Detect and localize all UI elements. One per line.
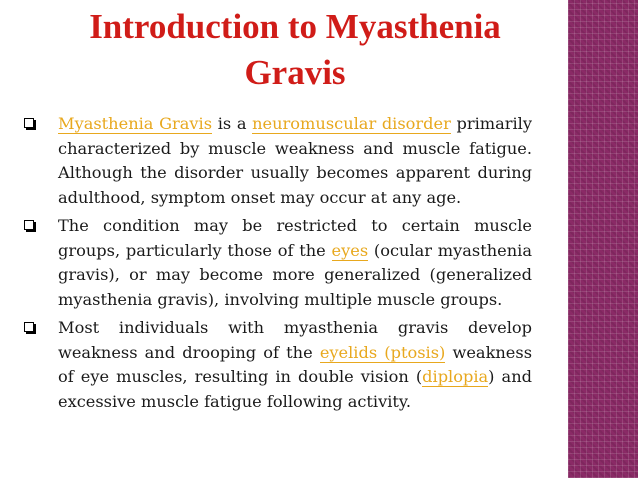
checkbox-bullet-icon	[24, 220, 34, 230]
slide-title	[40, 4, 550, 96]
bullet-1-seg-2: is a	[212, 114, 253, 133]
bullet-1-seg-3[interactable]: neuromuscular disorder	[252, 114, 451, 133]
bullet-item-2	[22, 214, 532, 312]
bullet-2-seg-3: (ocular myasthenia gravis), or may become more generalized (generalized myasthenia gravis), involving multiple muscle groups.	[58, 240, 532, 309]
bullet-item-1	[22, 112, 532, 210]
bullet-3-seg-5: ) and excessive muscle fatigue following activity.	[58, 367, 532, 411]
title-line-1: Introduction to Myasthenia	[89, 7, 501, 46]
title-line-2: Gravis	[244, 53, 346, 92]
checkbox-bullet-icon	[24, 322, 34, 332]
bullet-2-seg-1: The condition may be restricted to certain muscle groups, particularly those of the	[58, 216, 532, 260]
bullet-item-3	[22, 316, 532, 414]
bullet-3-seg-1: Most individuals with myasthenia gravis develop weakness and drooping of the	[58, 318, 532, 362]
bullet-3-seg-4[interactable]: diplopia	[422, 367, 489, 386]
bullet-1-seg-4: primarily characterized by muscle weakness and muscle fatigue. Although the disorder usually becomes apparent during adulthood, symptom onset may occur at any age.	[58, 114, 533, 207]
bullet-3-seg-3: weakness of eye muscles, resulting in double vision (	[58, 342, 532, 386]
decorative-sidebar	[568, 0, 638, 478]
bullet-2-seg-2[interactable]: eyes	[331, 240, 369, 260]
checkbox-bullet-icon	[24, 118, 34, 128]
bullet-1-seg-1[interactable]: Myasthenia Gravis	[58, 114, 213, 133]
bullet-list	[22, 112, 532, 418]
bullet-3-seg-2[interactable]: eyelids (ptosis)	[319, 342, 446, 362]
